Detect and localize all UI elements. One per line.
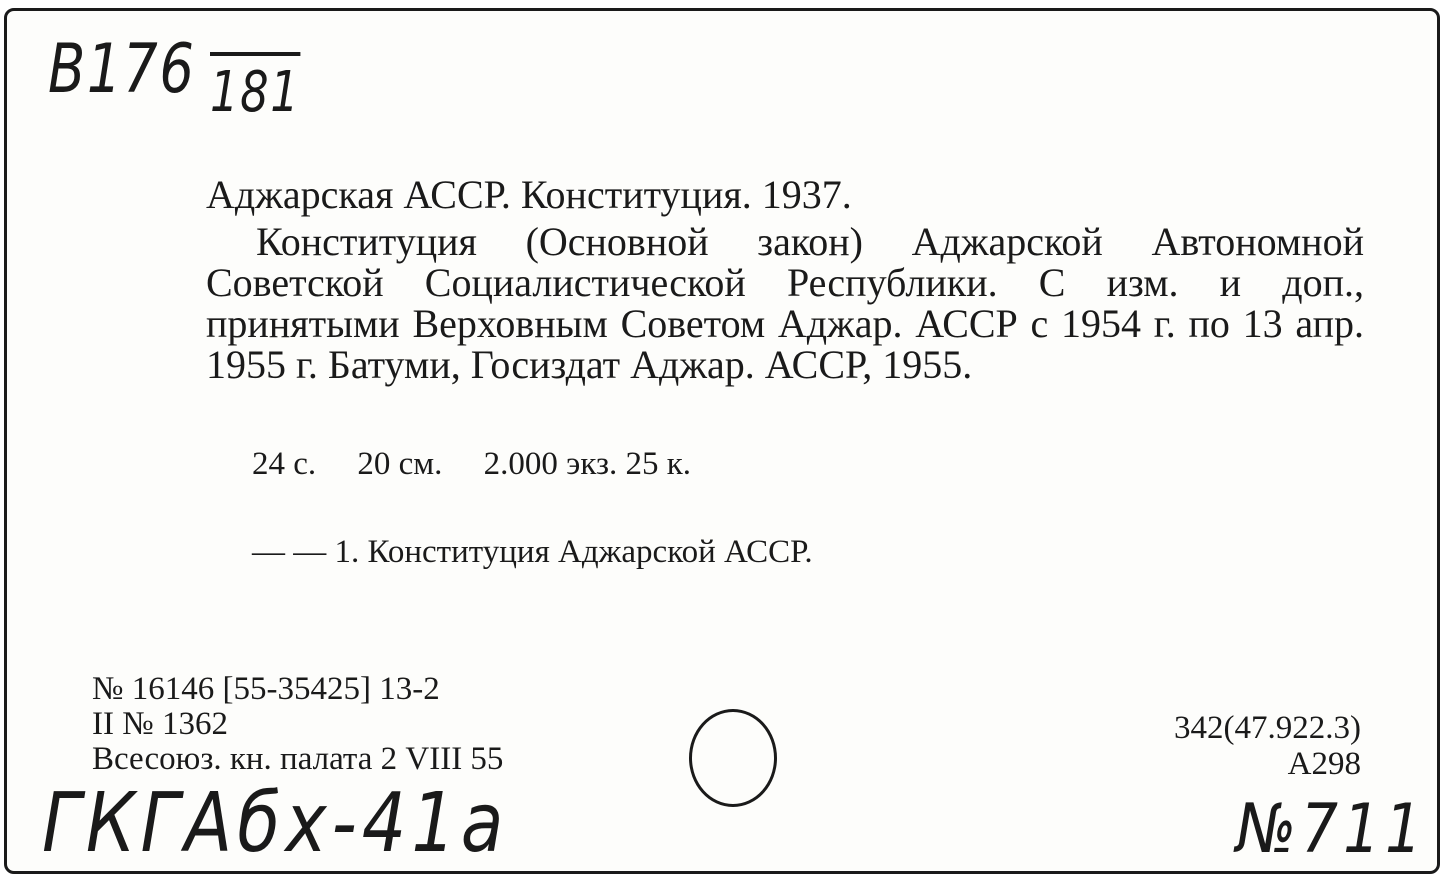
handwritten-shelf-subcode: 181 [210,52,300,125]
entry-heading: Аджарская АССР. Конституция. 1937. [206,172,852,217]
entry-description: Конституция (Основной закон) Аджарской Автономной Советской Социалистической Республики. С изм. и доп., принятыми Верховным Советом Аджар. АССР с 1954 г. по 13 апр. 1955 г. Батуми, Госиздат Аджар. АССР, 1955. [206,219,1364,387]
entry-collation: 24 с. 20 см. 2.000 экз. 25 к. [252,446,692,482]
registry-chamber: Всесоюз. кн. палата 2 VIII 55 [92,741,504,777]
udc-code: 342(47.922.3) [1174,710,1361,746]
subject-tracing: — — 1. Конституция Аджарской АССР. [252,534,813,570]
bibliographic-entry [206,174,1364,385]
handwritten-item-number: №711 [1236,790,1427,869]
registry-number: № 16146 [55-35425] 13-2 [92,671,440,707]
punch-hole-circle [689,709,777,807]
registry-info [92,672,503,777]
handwritten-archive-code: ГКГАбх-41а [42,776,509,871]
author-mark: А298 [1287,746,1361,782]
registry-series: II № 1362 [92,706,228,742]
classification-code [1174,710,1361,782]
handwritten-shelf-code: В176 [48,30,196,109]
